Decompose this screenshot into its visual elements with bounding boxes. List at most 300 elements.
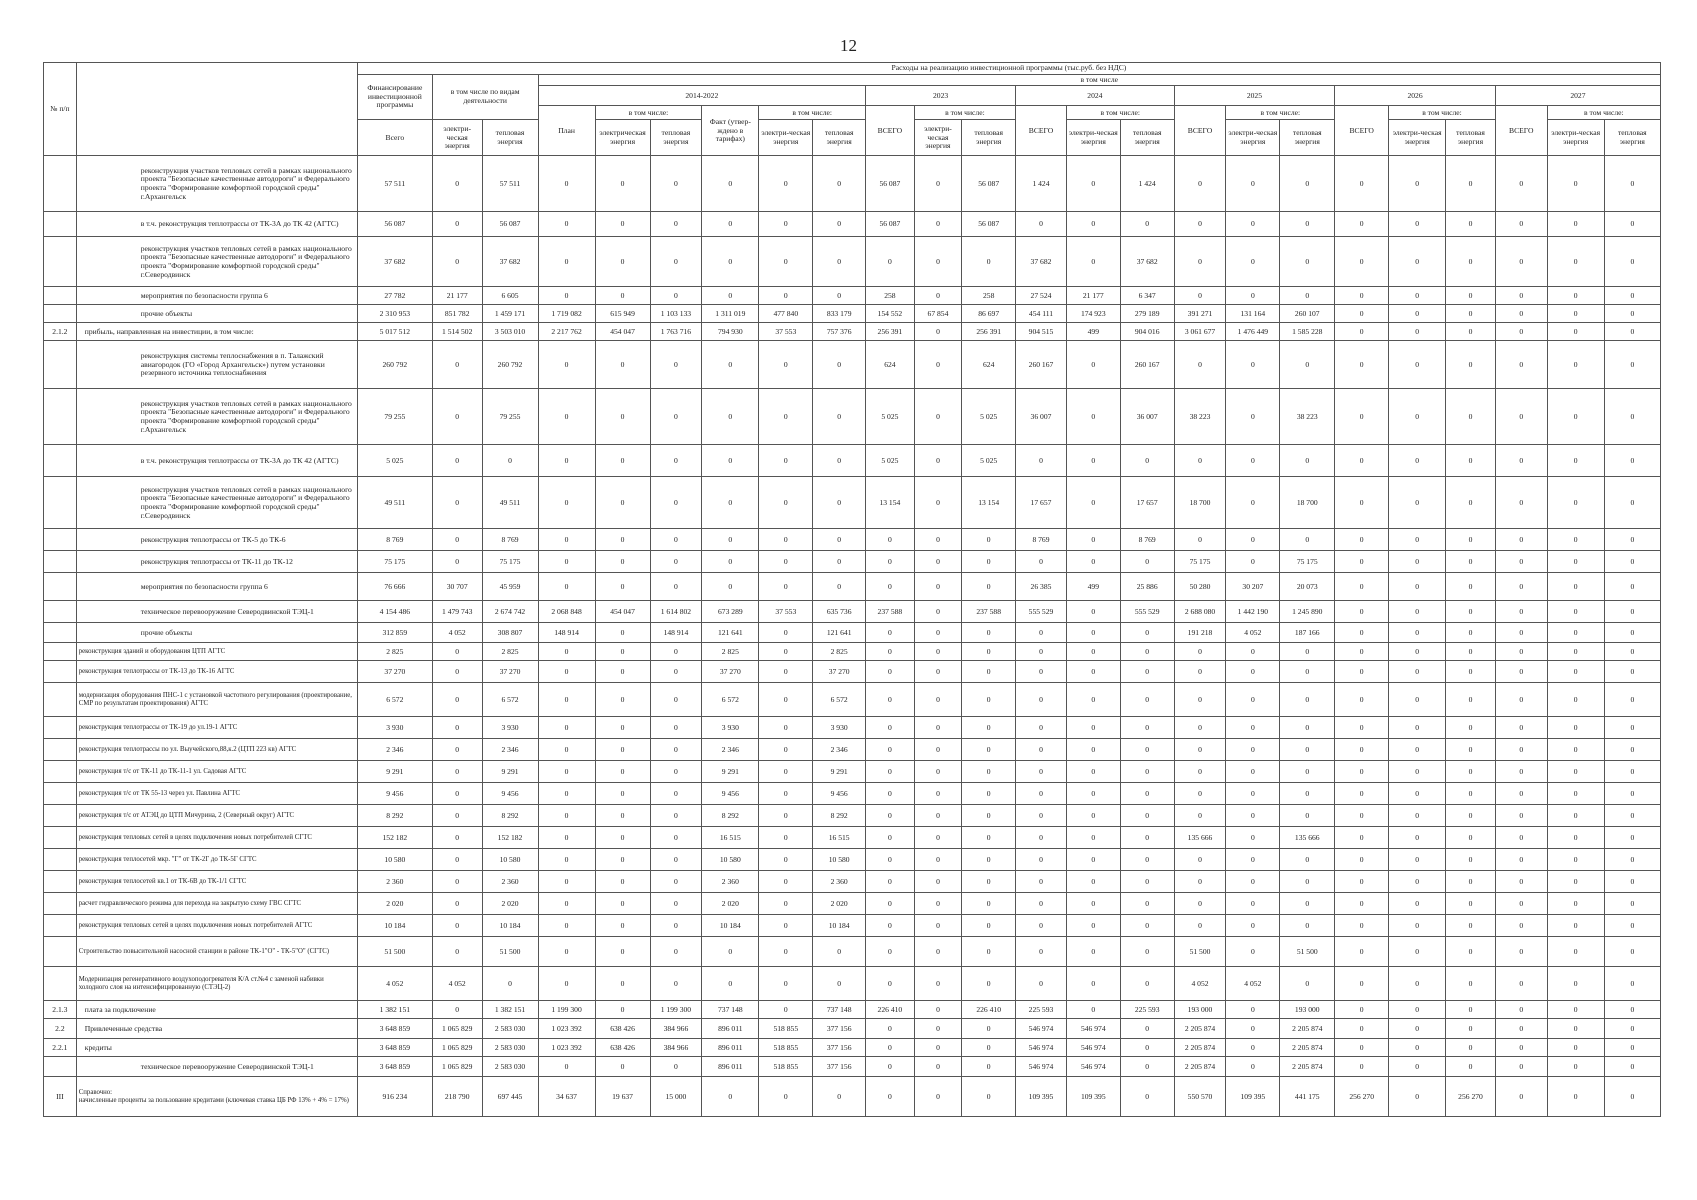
row-number bbox=[44, 739, 77, 761]
table-body bbox=[44, 156, 1661, 1117]
value-cell: 154 552 bbox=[866, 305, 915, 323]
value-cell: 0 bbox=[1280, 661, 1335, 683]
value-cell: 9 456 bbox=[357, 783, 432, 805]
value-cell: 0 bbox=[1335, 643, 1389, 661]
value-cell: 0 bbox=[759, 573, 813, 601]
table-row bbox=[44, 623, 1661, 643]
value-cell: 0 bbox=[1547, 683, 1604, 717]
value-cell: 0 bbox=[914, 937, 962, 967]
value-cell: 0 bbox=[1495, 805, 1547, 827]
value-cell: 237 588 bbox=[962, 601, 1016, 623]
row-number bbox=[44, 783, 77, 805]
value-cell: 0 bbox=[1280, 445, 1335, 477]
table-row bbox=[44, 237, 1661, 287]
value-cell: 0 bbox=[1389, 893, 1446, 915]
value-cell: 10 184 bbox=[357, 915, 432, 937]
value-cell: 0 bbox=[1335, 871, 1389, 893]
value-cell: 0 bbox=[962, 551, 1016, 573]
value-cell: 0 bbox=[1389, 761, 1446, 783]
value-cell: 0 bbox=[1547, 783, 1604, 805]
value-cell: 0 bbox=[595, 761, 650, 783]
value-cell: 0 bbox=[650, 156, 702, 212]
value-cell: 0 bbox=[759, 551, 813, 573]
value-cell: 0 bbox=[432, 341, 482, 389]
value-cell: 0 bbox=[1547, 893, 1604, 915]
value-cell: 0 bbox=[1547, 1019, 1604, 1039]
value-cell: 0 bbox=[1280, 967, 1335, 1001]
value-cell: 2 583 030 bbox=[482, 1057, 538, 1077]
table-row bbox=[44, 287, 1661, 305]
value-cell: 17 657 bbox=[1016, 477, 1067, 529]
value-cell: 454 047 bbox=[595, 601, 650, 623]
value-cell: 0 bbox=[866, 761, 915, 783]
value-cell: 0 bbox=[538, 389, 595, 445]
table-row bbox=[44, 573, 1661, 601]
value-cell: 904 515 bbox=[1016, 323, 1067, 341]
value-cell: 0 bbox=[1226, 529, 1280, 551]
value-cell: 833 179 bbox=[813, 305, 866, 323]
row-number bbox=[44, 445, 77, 477]
value-cell: 0 bbox=[914, 551, 962, 573]
table-row bbox=[44, 827, 1661, 849]
value-cell: 67 854 bbox=[914, 305, 962, 323]
value-cell: 0 bbox=[482, 967, 538, 1001]
value-cell: 550 570 bbox=[1174, 1077, 1226, 1117]
value-cell: 0 bbox=[1495, 323, 1547, 341]
value-cell: 0 bbox=[914, 827, 962, 849]
value-cell: 0 bbox=[1335, 573, 1389, 601]
value-cell: 0 bbox=[432, 477, 482, 529]
value-cell: 0 bbox=[538, 717, 595, 739]
value-cell: 0 bbox=[1226, 237, 1280, 287]
value-cell: 0 bbox=[1174, 156, 1226, 212]
value-cell: 0 bbox=[1174, 287, 1226, 305]
value-cell: 0 bbox=[1547, 573, 1604, 601]
value-cell: 638 426 bbox=[595, 1039, 650, 1057]
value-cell: 0 bbox=[759, 717, 813, 739]
value-cell: 0 bbox=[1446, 683, 1496, 717]
value-cell: 0 bbox=[1120, 212, 1174, 237]
row-name: реконструкция т/с от ТК 55-13 через ул. Павлина АГТС bbox=[76, 783, 357, 805]
value-cell: 1 476 449 bbox=[1226, 323, 1280, 341]
value-cell: 0 bbox=[595, 1001, 650, 1019]
value-cell: 0 bbox=[866, 827, 915, 849]
value-cell: 0 bbox=[1604, 915, 1660, 937]
table-row bbox=[44, 871, 1661, 893]
value-cell: 21 177 bbox=[1066, 287, 1120, 305]
row-number bbox=[44, 573, 77, 601]
value-cell: 9 456 bbox=[482, 783, 538, 805]
value-cell: 0 bbox=[1604, 573, 1660, 601]
value-cell: 0 bbox=[1174, 717, 1226, 739]
value-cell: 3 503 010 bbox=[482, 323, 538, 341]
value-cell: 0 bbox=[1280, 893, 1335, 915]
value-cell: 0 bbox=[702, 156, 759, 212]
value-cell: 377 156 bbox=[813, 1057, 866, 1077]
value-cell: 0 bbox=[538, 212, 595, 237]
value-cell: 0 bbox=[1066, 871, 1120, 893]
value-cell: 0 bbox=[1174, 661, 1226, 683]
value-cell: 0 bbox=[595, 341, 650, 389]
value-cell: 0 bbox=[1335, 1057, 1389, 1077]
value-cell: 0 bbox=[595, 212, 650, 237]
value-cell: 0 bbox=[1280, 643, 1335, 661]
value-cell: 5 025 bbox=[962, 445, 1016, 477]
value-cell: 8 292 bbox=[357, 805, 432, 827]
value-cell: 1 424 bbox=[1016, 156, 1067, 212]
value-cell: 109 395 bbox=[1016, 1077, 1067, 1117]
value-cell: 0 bbox=[1446, 849, 1496, 871]
table-row bbox=[44, 761, 1661, 783]
value-cell: 0 bbox=[1066, 661, 1120, 683]
value-cell: 0 bbox=[1280, 849, 1335, 871]
value-cell: 37 682 bbox=[357, 237, 432, 287]
value-cell: 0 bbox=[1335, 739, 1389, 761]
value-cell: 0 bbox=[1335, 445, 1389, 477]
value-cell: 0 bbox=[1066, 1001, 1120, 1019]
value-cell: 0 bbox=[759, 805, 813, 827]
value-cell: 0 bbox=[650, 937, 702, 967]
value-cell: 0 bbox=[813, 287, 866, 305]
value-cell: 0 bbox=[866, 573, 915, 601]
value-cell: 174 923 bbox=[1066, 305, 1120, 323]
row-name: реконструкция системы теплоснабжения в п. Талажский авиагородок (ГО «Город Архангельск») путем установки резервного источника теплоснабжения bbox=[76, 341, 357, 389]
value-cell: 0 bbox=[1495, 212, 1547, 237]
value-cell: 0 bbox=[1446, 893, 1496, 915]
value-cell: 0 bbox=[1389, 827, 1446, 849]
value-cell: 0 bbox=[1335, 1019, 1389, 1039]
value-cell: 0 bbox=[702, 967, 759, 1001]
table-row bbox=[44, 1057, 1661, 1077]
header-vsego: ВСЕГО bbox=[1174, 106, 1226, 156]
table-row bbox=[44, 477, 1661, 529]
value-cell: 0 bbox=[1016, 849, 1067, 871]
value-cell: 0 bbox=[1604, 341, 1660, 389]
value-cell: 0 bbox=[432, 761, 482, 783]
value-cell: 16 515 bbox=[813, 827, 866, 849]
value-cell: 0 bbox=[1016, 783, 1067, 805]
value-cell: 260 167 bbox=[1016, 341, 1067, 389]
header-year-2023: 2023 bbox=[866, 86, 1016, 106]
value-cell: 555 529 bbox=[1016, 601, 1067, 623]
value-cell: 546 974 bbox=[1066, 1039, 1120, 1057]
value-cell: 0 bbox=[1547, 849, 1604, 871]
value-cell: 0 bbox=[1389, 717, 1446, 739]
value-cell: 0 bbox=[813, 445, 866, 477]
header-heat: тепловая энергия bbox=[482, 120, 538, 156]
header-year-2024: 2024 bbox=[1016, 86, 1175, 106]
row-name: техническое перевооружение Северодвинской ТЭЦ-1 bbox=[76, 601, 357, 623]
header-heat: тепловая энергия bbox=[813, 120, 866, 156]
value-cell: 1 199 300 bbox=[650, 1001, 702, 1019]
value-cell: 56 087 bbox=[357, 212, 432, 237]
value-cell: 0 bbox=[1226, 1019, 1280, 1039]
value-cell: 0 bbox=[866, 915, 915, 937]
value-cell: 0 bbox=[1120, 893, 1174, 915]
value-cell: 0 bbox=[1604, 805, 1660, 827]
value-cell: 0 bbox=[1226, 683, 1280, 717]
value-cell: 0 bbox=[1280, 683, 1335, 717]
value-cell: 2 020 bbox=[357, 893, 432, 915]
value-cell: 0 bbox=[1604, 601, 1660, 623]
value-cell: 258 bbox=[962, 287, 1016, 305]
value-cell: 2 020 bbox=[482, 893, 538, 915]
row-number bbox=[44, 389, 77, 445]
value-cell: 0 bbox=[538, 341, 595, 389]
value-cell: 0 bbox=[1547, 341, 1604, 389]
value-cell: 57 511 bbox=[357, 156, 432, 212]
value-cell: 0 bbox=[1446, 739, 1496, 761]
value-cell: 0 bbox=[1389, 551, 1446, 573]
value-cell: 0 bbox=[1066, 827, 1120, 849]
row-number: 2.2.1 bbox=[44, 1039, 77, 1057]
value-cell: 896 011 bbox=[702, 1057, 759, 1077]
value-cell: 0 bbox=[1495, 601, 1547, 623]
value-cell: 635 736 bbox=[813, 601, 866, 623]
header-year-2027: 2027 bbox=[1495, 86, 1660, 106]
value-cell: 0 bbox=[595, 477, 650, 529]
value-cell: 0 bbox=[595, 849, 650, 871]
value-cell: 2 583 030 bbox=[482, 1019, 538, 1039]
value-cell: 0 bbox=[1335, 717, 1389, 739]
table-row bbox=[44, 849, 1661, 871]
value-cell: 851 782 bbox=[432, 305, 482, 323]
value-cell: 0 bbox=[1604, 849, 1660, 871]
value-cell: 0 bbox=[1016, 551, 1067, 573]
value-cell: 0 bbox=[1446, 915, 1496, 937]
value-cell: 51 500 bbox=[482, 937, 538, 967]
value-cell: 0 bbox=[432, 849, 482, 871]
header-vsego: ВСЕГО bbox=[866, 106, 915, 156]
value-cell: 2 205 874 bbox=[1280, 1039, 1335, 1057]
value-cell: 0 bbox=[914, 237, 962, 287]
value-cell: 0 bbox=[962, 937, 1016, 967]
value-cell: 0 bbox=[759, 783, 813, 805]
value-cell: 0 bbox=[538, 761, 595, 783]
value-cell: 0 bbox=[1120, 849, 1174, 871]
value-cell: 0 bbox=[914, 893, 962, 915]
value-cell: 0 bbox=[1446, 1057, 1496, 1077]
value-cell: 4 154 486 bbox=[357, 601, 432, 623]
value-cell: 0 bbox=[1389, 212, 1446, 237]
value-cell: 0 bbox=[1335, 661, 1389, 683]
value-cell: 0 bbox=[962, 1039, 1016, 1057]
value-cell: 2 674 742 bbox=[482, 601, 538, 623]
header-vsego: ВСЕГО bbox=[1335, 106, 1389, 156]
value-cell: 0 bbox=[914, 477, 962, 529]
value-cell: 0 bbox=[538, 445, 595, 477]
value-cell: 27 524 bbox=[1016, 287, 1067, 305]
row-name: реконструкция теплотрассы от ТК-11 до ТК-12 bbox=[76, 551, 357, 573]
row-name: реконструкция участков тепловых сетей в рамках национального проекта "Безопасные качественные автодороги" и Федерального проекта "Формирование комфортной городской среды" г.Архангельск bbox=[76, 156, 357, 212]
value-cell: 0 bbox=[813, 529, 866, 551]
row-name: реконструкция участков тепловых сетей в рамках национального проекта "Безопасные качественные автодороги" и Федерального проекта "Формирование комфортной городской среды" г.Архангельск bbox=[76, 389, 357, 445]
value-cell: 86 697 bbox=[962, 305, 1016, 323]
value-cell: 0 bbox=[1389, 529, 1446, 551]
value-cell: 0 bbox=[962, 967, 1016, 1001]
value-cell: 0 bbox=[1389, 389, 1446, 445]
row-number: 2.1.2 bbox=[44, 323, 77, 341]
value-cell: 0 bbox=[813, 156, 866, 212]
value-cell: 2 217 762 bbox=[538, 323, 595, 341]
value-cell: 0 bbox=[759, 156, 813, 212]
value-cell: 546 974 bbox=[1016, 1057, 1067, 1077]
value-cell: 0 bbox=[914, 1001, 962, 1019]
value-cell: 76 666 bbox=[357, 573, 432, 601]
value-cell: 0 bbox=[759, 915, 813, 937]
value-cell: 0 bbox=[538, 477, 595, 529]
value-cell: 3 061 677 bbox=[1174, 323, 1226, 341]
value-cell: 0 bbox=[1016, 643, 1067, 661]
value-cell: 2 205 874 bbox=[1174, 1019, 1226, 1039]
value-cell: 0 bbox=[595, 937, 650, 967]
value-cell: 4 052 bbox=[1226, 967, 1280, 1001]
value-cell: 0 bbox=[1335, 937, 1389, 967]
row-name: в т.ч. реконструкция теплотрассы от ТК-3А до ТК 42 (АГТС) bbox=[76, 212, 357, 237]
value-cell: 1 065 829 bbox=[432, 1019, 482, 1039]
value-cell: 57 511 bbox=[482, 156, 538, 212]
value-cell: 0 bbox=[1547, 915, 1604, 937]
value-cell: 0 bbox=[1389, 1019, 1446, 1039]
value-cell: 0 bbox=[1547, 1001, 1604, 1019]
table-row bbox=[44, 529, 1661, 551]
value-cell: 0 bbox=[914, 573, 962, 601]
value-cell: 0 bbox=[914, 915, 962, 937]
value-cell: 0 bbox=[432, 529, 482, 551]
value-cell: 0 bbox=[813, 967, 866, 1001]
value-cell: 0 bbox=[538, 871, 595, 893]
value-cell: 2 205 874 bbox=[1280, 1057, 1335, 1077]
table-row bbox=[44, 739, 1661, 761]
value-cell: 0 bbox=[1335, 212, 1389, 237]
value-cell: 121 641 bbox=[813, 623, 866, 643]
investment-program-table bbox=[43, 62, 1661, 1117]
value-cell: 0 bbox=[595, 1057, 650, 1077]
value-cell: 3 648 859 bbox=[357, 1039, 432, 1057]
value-cell: 0 bbox=[1335, 287, 1389, 305]
value-cell: 0 bbox=[1495, 871, 1547, 893]
value-cell: 0 bbox=[813, 477, 866, 529]
value-cell: 0 bbox=[914, 529, 962, 551]
row-number bbox=[44, 915, 77, 937]
row-number bbox=[44, 1057, 77, 1077]
value-cell: 896 011 bbox=[702, 1019, 759, 1039]
value-cell: 2 583 030 bbox=[482, 1039, 538, 1057]
value-cell: 0 bbox=[1226, 287, 1280, 305]
value-cell: 0 bbox=[1389, 1077, 1446, 1117]
value-cell: 0 bbox=[1226, 156, 1280, 212]
value-cell: 0 bbox=[650, 661, 702, 683]
header-incl: в том числе: bbox=[1389, 106, 1496, 120]
value-cell: 0 bbox=[1446, 445, 1496, 477]
value-cell: 0 bbox=[914, 212, 962, 237]
value-cell: 0 bbox=[1604, 323, 1660, 341]
value-cell: 256 270 bbox=[1446, 1077, 1496, 1117]
value-cell: 0 bbox=[1280, 783, 1335, 805]
row-number bbox=[44, 893, 77, 915]
value-cell: 518 855 bbox=[759, 1039, 813, 1057]
value-cell: 0 bbox=[1226, 341, 1280, 389]
value-cell: 0 bbox=[702, 341, 759, 389]
value-cell: 0 bbox=[1495, 477, 1547, 529]
value-cell: 9 291 bbox=[482, 761, 538, 783]
value-cell: 17 657 bbox=[1120, 477, 1174, 529]
value-cell: 0 bbox=[1226, 849, 1280, 871]
value-cell: 75 175 bbox=[357, 551, 432, 573]
value-cell: 2 825 bbox=[813, 643, 866, 661]
value-cell: 624 bbox=[866, 341, 915, 389]
value-cell: 0 bbox=[538, 237, 595, 287]
value-cell: 518 855 bbox=[759, 1019, 813, 1039]
value-cell: 308 807 bbox=[482, 623, 538, 643]
value-cell: 0 bbox=[1226, 445, 1280, 477]
value-cell: 279 189 bbox=[1120, 305, 1174, 323]
value-cell: 0 bbox=[432, 237, 482, 287]
value-cell: 0 bbox=[759, 445, 813, 477]
value-cell: 10 580 bbox=[702, 849, 759, 871]
value-cell: 0 bbox=[1547, 529, 1604, 551]
value-cell: 0 bbox=[1446, 783, 1496, 805]
value-cell: 0 bbox=[1174, 683, 1226, 717]
value-cell: 0 bbox=[1120, 871, 1174, 893]
value-cell: 0 bbox=[1120, 623, 1174, 643]
value-cell: 904 016 bbox=[1120, 323, 1174, 341]
value-cell: 193 000 bbox=[1174, 1001, 1226, 1019]
value-cell: 0 bbox=[538, 573, 595, 601]
value-cell: 0 bbox=[1446, 212, 1496, 237]
value-cell: 0 bbox=[1389, 661, 1446, 683]
value-cell: 0 bbox=[1446, 156, 1496, 212]
value-cell: 0 bbox=[538, 683, 595, 717]
value-cell: 135 666 bbox=[1174, 827, 1226, 849]
value-cell: 0 bbox=[914, 783, 962, 805]
header-incl: в том числе: bbox=[759, 106, 866, 120]
value-cell: 34 637 bbox=[538, 1077, 595, 1117]
value-cell: 0 bbox=[538, 287, 595, 305]
value-cell: 0 bbox=[538, 805, 595, 827]
value-cell: 0 bbox=[962, 529, 1016, 551]
value-cell: 0 bbox=[1604, 893, 1660, 915]
value-cell: 454 047 bbox=[595, 323, 650, 341]
value-cell: 555 529 bbox=[1120, 601, 1174, 623]
value-cell: 0 bbox=[1174, 529, 1226, 551]
row-number bbox=[44, 601, 77, 623]
value-cell: 2 346 bbox=[482, 739, 538, 761]
value-cell: 0 bbox=[1547, 643, 1604, 661]
value-cell: 0 bbox=[702, 551, 759, 573]
row-name: реконструкция участков тепловых сетей в рамках национального проекта "Безопасные качественные автодороги" и Федерального проекта "Формирование комфортной городской среды" г.Северодвинск bbox=[76, 237, 357, 287]
value-cell: 0 bbox=[1226, 717, 1280, 739]
value-cell: 260 167 bbox=[1120, 341, 1174, 389]
value-cell: 0 bbox=[1495, 783, 1547, 805]
value-cell: 2 825 bbox=[357, 643, 432, 661]
value-cell: 45 959 bbox=[482, 573, 538, 601]
header-elec: электри-ческая энергия bbox=[759, 120, 813, 156]
value-cell: 0 bbox=[650, 717, 702, 739]
value-cell: 3 930 bbox=[702, 717, 759, 739]
row-number: 2.2 bbox=[44, 1019, 77, 1039]
value-cell: 1 065 829 bbox=[432, 1057, 482, 1077]
value-cell: 0 bbox=[1604, 1057, 1660, 1077]
table-row bbox=[44, 305, 1661, 323]
value-cell: 737 148 bbox=[702, 1001, 759, 1019]
value-cell: 56 087 bbox=[962, 212, 1016, 237]
value-cell: 0 bbox=[1389, 477, 1446, 529]
value-cell: 0 bbox=[595, 287, 650, 305]
row-name: Модернизация регенеративного воздухоподогревателя К/А ст.№4 с заменой набивки холодного слоя на интенсифицированную (СТЭЦ-2) bbox=[76, 967, 357, 1001]
value-cell: 546 974 bbox=[1066, 1057, 1120, 1077]
value-cell: 0 bbox=[1446, 529, 1496, 551]
